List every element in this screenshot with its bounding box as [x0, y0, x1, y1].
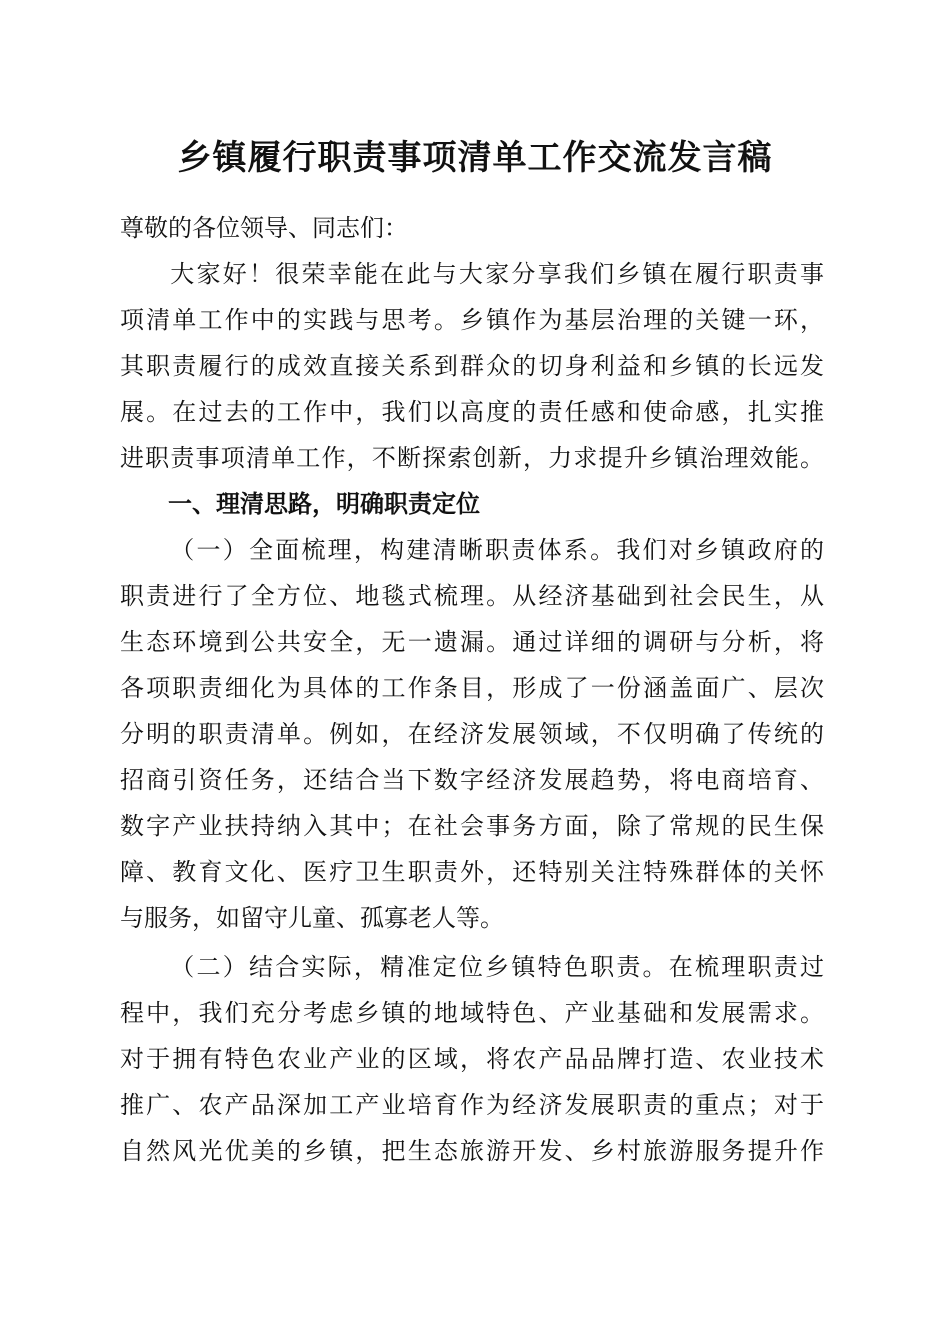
subsection-2-paragraph: [120, 944, 824, 1174]
paragraph-line: 职责进行了全方位、地毯式梳理。从经济基础到社会民生，从: [120, 582, 824, 610]
paragraph-line: 与服务，如留守儿童、孤寡老人等。: [120, 904, 504, 932]
paragraph-line: 自然风光优美的乡镇，把生态旅游开发、乡村旅游服务提升作: [120, 1137, 824, 1165]
document-body: [120, 205, 824, 1174]
page-title: 乡镇履行职责事项清单工作交流发言稿: [177, 138, 773, 178]
paragraph-line: 障、教育文化、医疗卫生职责外，还特别关注特殊群体的关怀: [120, 858, 824, 886]
paragraph-line: 进职责事项清单工作，不断探索创新，力求提升乡镇治理效能。: [120, 444, 824, 472]
paragraph-line: 数字产业扶持纳入其中；在社会事务方面，除了常规的民生保: [120, 812, 824, 840]
paragraph-line: （一）全面梳理，构建清晰职责体系。我们对乡镇政府的: [168, 536, 824, 564]
paragraph-line: 程中，我们充分考虑乡镇的地域特色、产业基础和发展需求。: [120, 999, 824, 1027]
subsection-1-paragraph: [120, 527, 824, 941]
paragraph-line: 生态环境到公共安全，无一遗漏。通过详细的调研与分析，将: [120, 628, 824, 656]
paragraph-line: 大家好！很荣幸能在此与大家分享我们乡镇在履行职责事: [168, 260, 824, 288]
intro-paragraph: [120, 251, 824, 481]
paragraph-line: 对于拥有特色农业产业的区域，将农产品品牌打造、农业技术: [120, 1045, 824, 1073]
section-heading: 一、理清思路，明确职责定位: [168, 490, 480, 518]
greeting: 尊敬的各位领导、同志们：: [120, 214, 408, 242]
paragraph-line: 其职责履行的成效直接关系到群众的切身利益和乡镇的长远发: [120, 352, 824, 380]
paragraph-line: 展。在过去的工作中，我们以高度的责任感和使命感，扎实推: [120, 398, 824, 426]
paragraph-line: （二）结合实际，精准定位乡镇特色职责。在梳理职责过: [168, 953, 824, 981]
paragraph-line: 招商引资任务，还结合当下数字经济发展趋势，将电商培育、: [120, 766, 824, 794]
paragraph-line: 各项职责细化为具体的工作条目，形成了一份涵盖面广、层次: [120, 674, 824, 702]
paragraph-line: 推广、农产品深加工产业培育作为经济发展职责的重点；对于: [120, 1091, 824, 1119]
paragraph-line: 分明的职责清单。例如，在经济发展领域，不仅明确了传统的: [120, 720, 824, 748]
paragraph-line: 项清单工作中的实践与思考。乡镇作为基层治理的关键一环，: [120, 306, 824, 334]
